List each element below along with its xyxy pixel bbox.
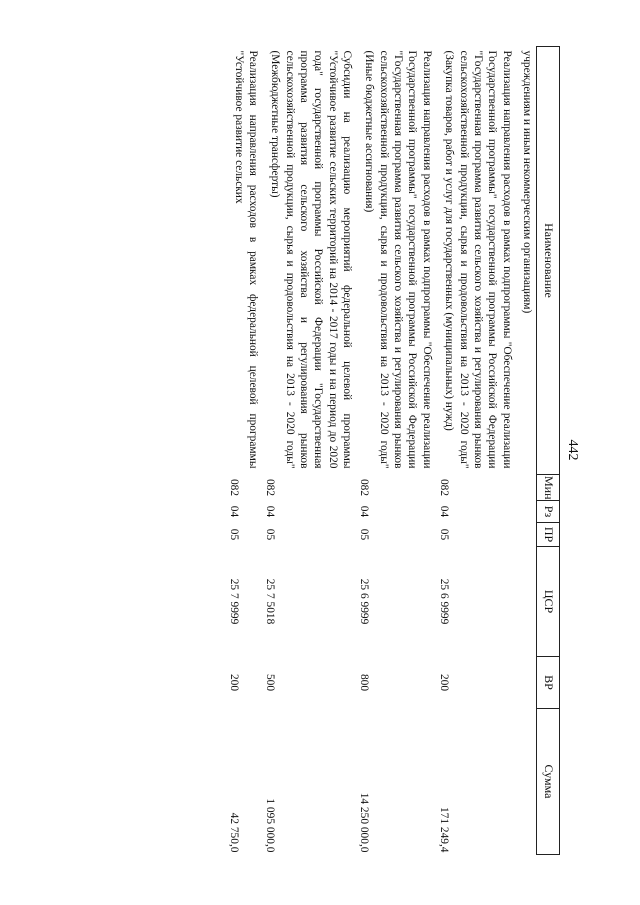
row-pr — [516, 523, 537, 547]
row-pr: 05 — [227, 528, 240, 541]
header-pr: ПР — [537, 523, 560, 547]
row-csr: 25 7 9999 — [227, 578, 240, 625]
row-name: Реализация направления расходов в рамках подпрограммы "Обеспечение реализации Государственной программы" государственной программы Российской Федерации "Государственная программа развития сельского хозяйства и регулирования рынков сельскохозяйственной продукции, сырья и продовольствия на 2013 - 2020 годы" (Иные бюджетные ассигнования) — [363, 50, 433, 469]
row-rz: 04 — [438, 505, 451, 518]
row-csr: 25 7 5018 — [264, 578, 277, 625]
header-name: Наименование — [537, 47, 560, 475]
table-row — [436, 47, 516, 855]
header-csr: ЦСР — [537, 547, 560, 657]
row-min: 082 — [227, 478, 240, 497]
row-min: 082 — [264, 478, 277, 497]
row-csr: 25 6 9999 — [358, 578, 371, 625]
row-sum: 42 750,0 — [227, 812, 240, 853]
table-row — [516, 47, 537, 855]
page-number: 442 — [565, 439, 580, 461]
table-row — [356, 47, 436, 855]
row-vr — [516, 657, 537, 709]
row-min: 082 — [358, 478, 371, 497]
row-pr: 05 — [358, 528, 371, 541]
row-sum: 1 095 000,0 — [264, 798, 277, 853]
row-pr: 05 — [264, 528, 277, 541]
header-sum: Сумма — [537, 709, 560, 855]
table-row — [225, 47, 262, 855]
row-vr: 200 — [227, 673, 240, 692]
row-rz — [516, 501, 537, 523]
row-name: учреждениям и иным некоммерческим организациям) — [521, 50, 533, 314]
row-name: Реализация направления расходов в рамках федеральной целевой программы "Устойчивое развитие сельских — [232, 50, 259, 469]
row-csr — [516, 547, 537, 657]
row-name: Реализация направления расходов в рамках подпрограммы "Обеспечение реализации Государственной программы" государственной программы Российской Федерации "Государственная программа развития сельского хозяйства и регулирования рынков сельскохозяйственной продукции, сырья и продовольствия на 2013 - 2020 годы" (Закупка товаров, работ и услуг для государственных (муниципальных) нужд) — [443, 50, 513, 469]
header-vr: ВР — [537, 657, 560, 709]
row-vr: 200 — [438, 673, 451, 692]
row-vr: 500 — [264, 673, 277, 692]
row-rz: 04 — [227, 505, 240, 518]
row-vr: 800 — [358, 673, 371, 692]
table-row — [262, 47, 356, 855]
row-sum — [516, 709, 537, 855]
budget-table — [225, 46, 560, 855]
row-pr: 05 — [438, 528, 451, 541]
header-min: Мин — [537, 475, 560, 501]
row-min — [516, 475, 537, 501]
header-rz: Рз — [537, 501, 560, 523]
row-sum: 14 250 000,0 — [358, 792, 371, 853]
table-header — [537, 47, 560, 855]
row-csr: 25 6 9999 — [438, 578, 451, 625]
row-name: Субсидии на реализацию мероприятий федеральной целевой программы "Устойчивое развитие сельских территорий на 2014 - 2017 годы и на период до 2020 года" государственной программы Российской Федерации "Государственная программа развития сельского хозяйства и регулирования рынков сельскохозяйственной продукции, сырья и продовольствия на 2013 - 2020 годы" (Межбюджетные трансферты) — [269, 50, 354, 469]
row-rz: 04 — [358, 505, 371, 518]
row-min: 082 — [438, 478, 451, 497]
row-sum: 171 249,4 — [438, 806, 451, 853]
rotated-page — [54, 40, 586, 860]
row-rz: 04 — [264, 505, 277, 518]
